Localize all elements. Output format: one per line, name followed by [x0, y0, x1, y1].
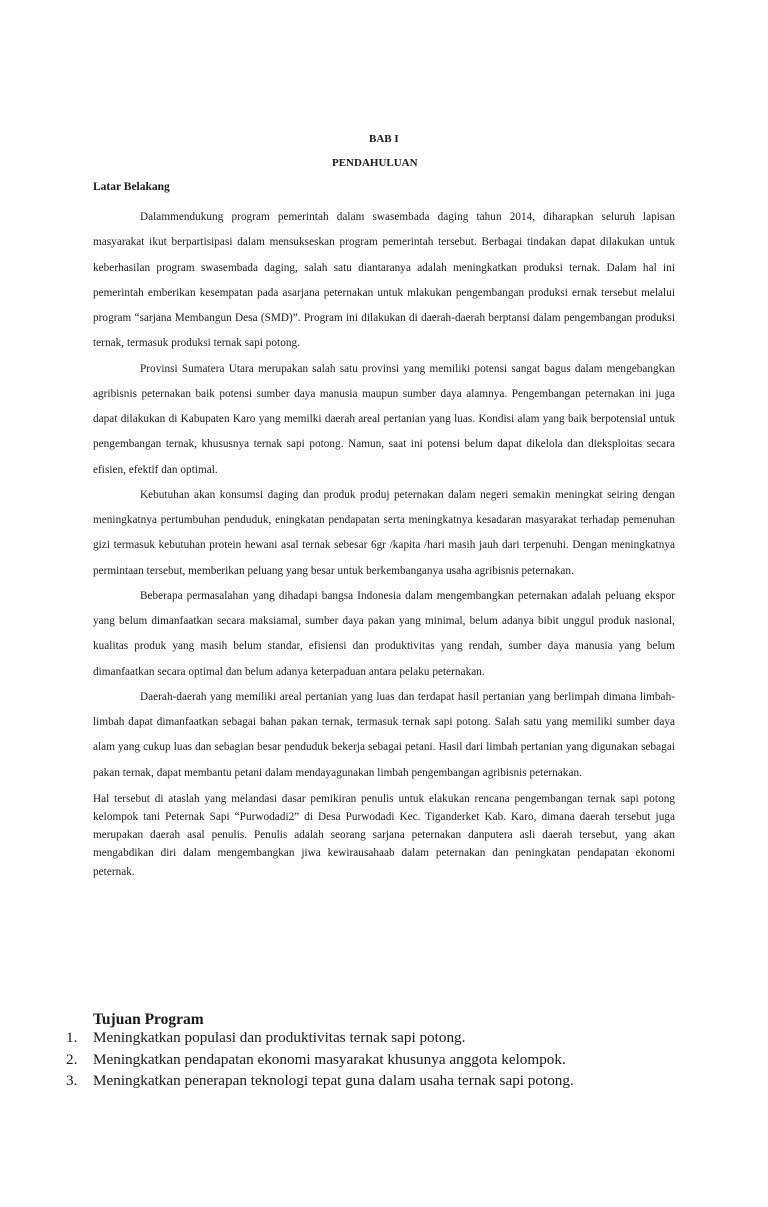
paragraph: Beberapa permasalahan yang dihadapi bangsa Indonesia dalam mengembangkan peternakan adalah peluang ekspor yang belum dimanfaatkan secara maksiamal, sumber daya pakan yang minimal, belum adanya bibit unggul produk nasional, kualitas produk yang masih belum standar, efisiensi dan produktivitas yang rendah, sumber daya manusia yang belum dimanfaatkan secara optimal dan belum adanya keterpaduan antara pelaku peternakan. [93, 589, 675, 678]
list-item [0, 1049, 768, 1071]
list-text: Meningkatkan pendapatan ekonomi masyarakat khusunya anggota kelompok. [93, 1050, 566, 1068]
paragraph: Provinsi Sumatera Utara merupakan salah satu provinsi yang memiliki potensi sangat bagus dalam mengebangkan agribisnis peternakan baik potensi sumber daya manusia maupun sumber daya alamnya. Pengembangan peternakan ini juga dapat dilakukan di Kabupaten Karo yang memilki daerah areal pertanian yang luas. Kondisi alam yang baik berpotensial untuk pengembangan ternak, khususnya ternak sapi potong. Namun, saat ini potensi belum dapat dikelola dan dieksploitas secara efisien, efektif dan optimal. [93, 362, 675, 476]
list-item [0, 1027, 768, 1049]
goals-list [0, 1027, 768, 1092]
list-number: 2. [66, 1050, 78, 1068]
list-text: Meningkatkan populasi dan produktivitas ternak sapi potong. [93, 1029, 466, 1046]
chapter-title-text: PENDAHULUAN [332, 157, 418, 169]
chapter-number-text: BAB I [369, 133, 399, 145]
body-text [93, 205, 675, 881]
list-number: 1. [66, 1029, 78, 1046]
list-text: Meningkatkan penerapan teknologi tepat guna dalam usaha ternak sapi potong. [93, 1072, 574, 1089]
paragraph: Kebutuhan akan konsumsi daging dan produk produj peternakan dalam negeri semakin meningkat seiring dengan meningkatnya pertumbuhan penduduk, eningkatan pendapatan serta meningkatnya kesadaran masyarakat terhadap pemenuhan gizi termasuk kebutuhan protein hewani asal ternak sebesar 6gr /kapita /hari masih jauh dari terpenuhi. Dengan meningkatnya permintaan tersebut, memberikan peluang yang besar untuk berkembanganya usaha agribisnis peternakan. [93, 488, 675, 577]
list-number: 3. [66, 1072, 78, 1089]
paragraph: Hal tersebut di ataslah yang melandasi dasar pemikiran penulis untuk elakukan rencana pengembangan ternak sapi potong kelompok tani Peternak Sapi “Purwodadi2” di Desa Purwodadi Kec. Tiganderket Kab. Karo, dimana daerah tersebut juga merupakan daerah asal penulis. Penulis adalah seorang sarjana peternakan danputera asli daerah tersebut, yang akan mengabdikan diri dalam mengembangkan jiwa kewirausahaab dalam peternakan dan peningkatan pendapatan ekonomi peternak. [93, 792, 675, 878]
paragraph: Dalammendukung program pemerintah dalam swasembada daging tahun 2014, diharapkan seluruh lapisan masyarakat ikut berpartisipasi dalam mensukseskan program pemerintah tersebut. Berbagai tindakan dapat dilakukan untuk keberhasilan program swasembada daging, salah satu diantaranya adalah meningkatkan produksi ternak. Dalam hal ini pemerintah emberikan kesempatan pada asarjana peternakan untuk mlakukan pengembangan produksi ernak tersebut melalui program “sarjana Membangun Desa (SMD)”. Program ini dilakukan di daerah-daerah berptansi dalam pengembangan produksi ternak, termasuk produksi ternak sapi potong. [93, 211, 675, 350]
list-item [0, 1070, 768, 1092]
goals-title: Tujuan Program [93, 1011, 204, 1028]
paragraph: Daerah-daerah yang memiliki areal pertanian yang luas dan terdapat hasil pertanian yang berlimpah dimana limbah-limbah dapat dimanfaatkan sebagai bahan pakan ternak, termasuk ternak sapi potong. Salah satu yang memiliki sumber daya alam yang cukup luas dan sebagian besar penduduk bekerja sebagai petani. Hasil dari limbah pertanian yang digunakan sebagai pakan ternak, dapat membantu petani dalam mendayagunakan limbah pengembangan agribisnis peternakan. [93, 690, 675, 779]
section-title: Latar Belakang [93, 181, 170, 193]
